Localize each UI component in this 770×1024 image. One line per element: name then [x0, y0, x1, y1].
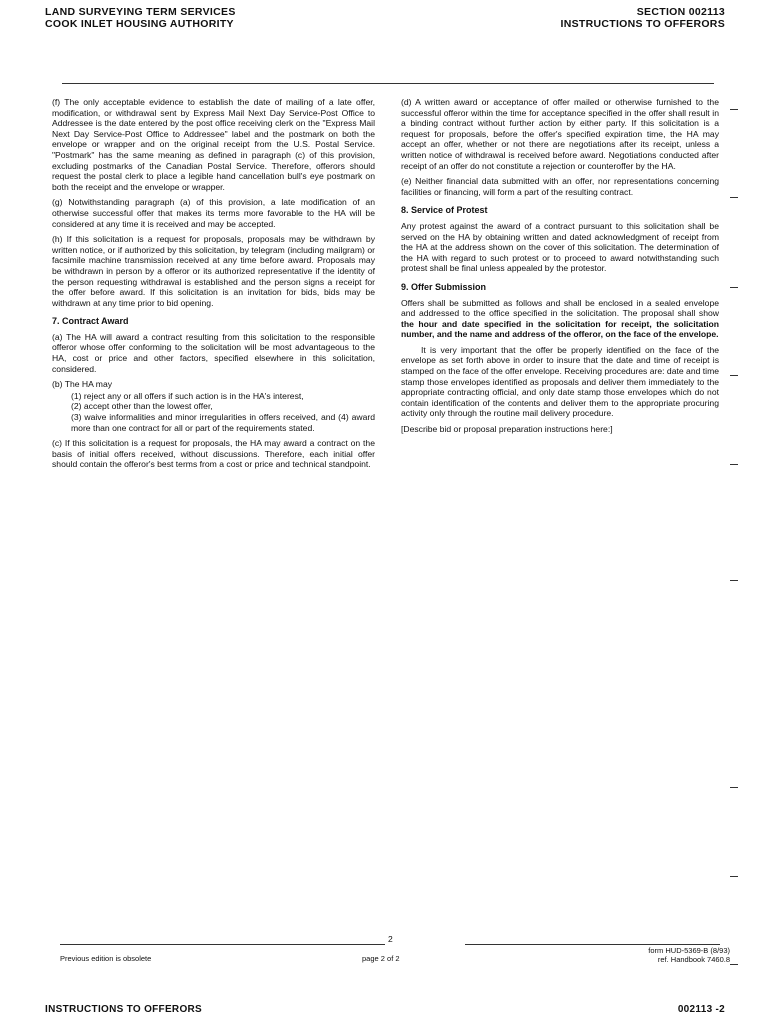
- footer-title: INSTRUCTIONS TO OFFERORS: [45, 1004, 203, 1015]
- paragraph-9-lead: Offers shall be submitted as follows and shall be enclosed in a sealed envelope and addressed to the office specified in the solicitation. The proposal shall show: [401, 297, 719, 319]
- paragraph-9: [401, 298, 719, 340]
- margin-tick: [730, 964, 738, 965]
- page-center-number: 2: [388, 934, 393, 944]
- margin-tick: [730, 375, 738, 376]
- paragraph-7a: (a) The HA will award a contract resulting from this solicitation to the responsible offeror whose offer conforming to the solicitation will be most advantageous to the HA, cost or price and other factors, specified elsewhere in this solicitation, considered.: [52, 331, 375, 374]
- agency-name: COOK INLET HOUSING AUTHORITY: [45, 18, 234, 30]
- margin-tick: [730, 787, 738, 788]
- list-item: (2) accept other than the lowest offer,: [71, 401, 213, 412]
- list-item: (3) waive informalities and minor irregularities in offers received, and (4) award more than one contract for all or part of the requirements stated.: [71, 412, 375, 433]
- paragraph-7c: (c) If this solicitation is a request for proposals, the HA may award a contract on the basis of initial offers received, without discussions. Therefore, each initial offer should contain the offeror's best terms from a cost or price and technical standpoint.: [52, 438, 375, 470]
- heading-offer-submission: 9. Offer Submission: [401, 281, 487, 292]
- handbook-ref: ref. Handbook 7460.8: [657, 955, 730, 964]
- section-number: SECTION 002113: [636, 6, 725, 18]
- paragraph-f: (f) The only acceptable evidence to establish the date of mailing of a late offer, modification, or withdrawal sent by Express Mail Next Day Service-Post Office to Addressee is the date entered by the post office receiving clerk on the "Express Mail Next Day Service-Post Office to Addressee" label and the postmark on both the envelope or wrapper and on the original receipt from the U.S. Postal Service. "Postmark" has the same meaning as defined in paragraph (c) of this provision, excluding postmarks of the Canadian Postal Service. Therefore, offerors should request the postal clerk to place a legible hand cancellation bull's eye postmark on both the receipt and the envelope or wrapper.: [52, 97, 375, 192]
- margin-tick: [730, 287, 738, 288]
- footer-rule-left: [60, 944, 385, 945]
- page-of-label: page 2 of 2: [362, 954, 400, 963]
- heading-contract-award: 7. Contract Award: [52, 316, 129, 327]
- margin-tick: [730, 876, 738, 877]
- footer-page-number: 002113 -2: [677, 1004, 725, 1015]
- paragraph-h: (h) If this solicitation is a request for proposals, proposals may be withdrawn by written notice, or if authorized by this solicitation, by telegram (including mailgram) or facsimile machine transmission received at any time before award. Proposals may be withdrawn in person by a offeror or its authorized representative if the identity of the person requesting withdrawal is established and the person signs a receipt for the offer before award. If this solicitation is an invitation for bids, bids may be withdrawn at any time prior to bid opening.: [52, 234, 375, 308]
- footer-rule-right: [465, 944, 720, 945]
- paragraph-e: (e) Neither financial data submitted with an offer, nor representations concerning facilities or financing, will form a part of the resulting contract.: [401, 176, 719, 197]
- left-column: [52, 97, 375, 475]
- header-left: [45, 6, 236, 30]
- list-item: (1) reject any or all offers if such action is in the HA's interest,: [71, 390, 304, 401]
- paragraph-7b: (b) The HA may: [52, 379, 113, 390]
- margin-tick: [730, 464, 738, 465]
- project-title: LAND SURVEYING TERM SERVICES: [45, 6, 236, 18]
- header-right: [560, 6, 725, 30]
- form-id: form HUD-5369-B (8/93): [648, 946, 730, 955]
- margin-tick: [730, 580, 738, 581]
- paragraph-d: (d) A written award or acceptance of offer mailed or otherwise furnished to the successful offeror within the time for acceptance specified in the offer shall result in a binding contract without further action by either party. If this solicitation is a request for proposals, before the offer's specified expiration time, the HA may accept an offer, whether or not there are negotiations after its receipt, unless a written notice of withdrawal is received before award. Negotiations conducted after receipt of an offer do not constitute a rejection or counteroffer by the HA.: [401, 97, 719, 171]
- right-column: [401, 97, 719, 440]
- section-title: INSTRUCTIONS TO OFFERORS: [560, 18, 725, 30]
- paragraph-9b: It is very important that the offer be properly identified on the face of the envelope as set forth above in order to insure that the date and time of receipt is stamped on the face of the offer envelope. Receiving procedures are: date and time stamp those envelopes identified as proposals and deliver them immediately to the appropriate contracting official, and only date stamp those envelopes which do not contain identification of the contents and deliver them to the appropriate procuring activity only through the routine mail delivery procedure.: [401, 344, 720, 419]
- heading-service-of-protest: 8. Service of Protest: [401, 205, 488, 216]
- paragraph-8: Any protest against the award of a contract pursuant to this solicitation shall be served on the HA by obtaining written and dated acknowledgment of receipt from the HA at the address shown on the cover of this solicitation. The determination of the HA with regard to such protest or to proceed to award notwithstanding such protest shall be final unless appealed by the protestor.: [401, 220, 719, 274]
- paragraph-g: (g) Notwithstanding paragraph (a) of this provision, a late modification of an otherwise successful offer that makes its terms more favorable to the HA will be considered at any time it is received and may be accepted.: [52, 197, 375, 229]
- paragraph-9-bold: the hour and date specified in the solicitation for receipt, the solicitation number, and the name and address of the offeror, on the face of the envelope.: [401, 318, 719, 340]
- paragraph-9c: [Describe bid or proposal preparation instructions here:]: [401, 424, 613, 435]
- margin-tick: [730, 109, 738, 110]
- margin-tick: [730, 197, 738, 198]
- top-rule: [62, 83, 714, 84]
- previous-edition-note: Previous edition is obsolete: [60, 954, 152, 963]
- ha-options-list: [52, 391, 375, 433]
- form-number: [648, 946, 730, 964]
